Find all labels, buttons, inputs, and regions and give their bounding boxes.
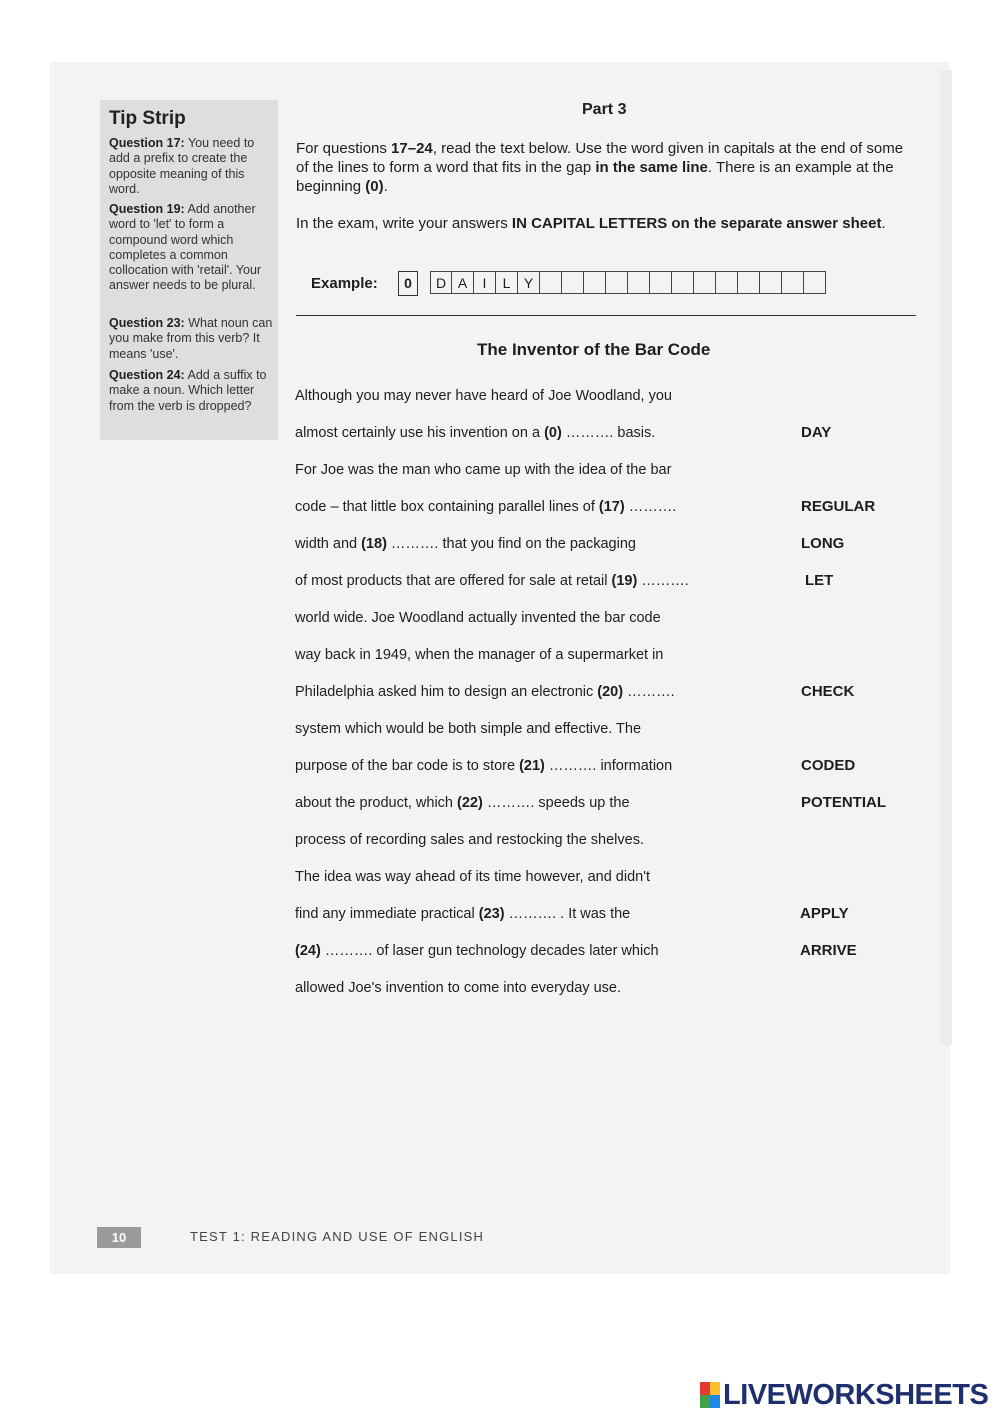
text-line: purpose of the bar code is to store (21) ………. information: [295, 758, 673, 774]
text-line: width and (18) ………. that you find on the packaging: [295, 536, 636, 552]
text-title: The Inventor of the Bar Code: [477, 340, 711, 359]
example-letter-box: [628, 271, 650, 294]
text-line: almost certainly use his invention on a (0) ………. basis.: [295, 425, 656, 441]
keyword-long: LONG: [801, 535, 845, 552]
text-line: code – that little box containing parallel lines of (17) ……….: [295, 499, 677, 515]
logo-square: [700, 1395, 710, 1408]
keyword-apply: APPLY: [800, 905, 849, 922]
tip-item-q23: Question 23: What noun can you make from this verb? It means 'use'.: [109, 316, 273, 361]
gap-number: (19): [611, 573, 638, 589]
tip-item-q19: Question 19: Add another word to 'let' to form a compound word which completes a common collocation with 'retail'. Your answer needs to be plural.: [109, 202, 262, 293]
gap-number: (17): [598, 499, 625, 515]
gap-number: (18): [361, 536, 387, 552]
text-line: Although you may never have heard of Joe Woodland, you: [295, 388, 672, 404]
tip-item-q17: Question 17: You need to add a prefix to create the opposite meaning of this word.: [109, 136, 255, 196]
example-letter-box: [606, 271, 628, 294]
example-row: [296, 267, 878, 301]
example-letter-box: [694, 271, 716, 294]
example-letter-box: [562, 271, 584, 294]
gap-number: (0): [544, 425, 562, 441]
example-letter-box: [716, 271, 738, 294]
text-line: of most products that are offered for sale at retail (19) ……….: [295, 573, 689, 589]
keyword-let: LET: [805, 572, 834, 589]
gap-number: (22): [457, 795, 483, 811]
text-line: allowed Joe's invention to come into everyday use.: [295, 980, 621, 996]
text-line: The idea was way ahead of its time however, and didn't: [295, 869, 651, 885]
example-letter-boxes: [430, 271, 826, 294]
logo-text: LIVEWORKSHEETS: [723, 1378, 989, 1411]
text-line: way back in 1949, when the manager of a supermarket in: [295, 647, 664, 663]
logo-square: [710, 1382, 720, 1395]
example-letter-box: [540, 271, 562, 294]
example-letter-box: L: [496, 271, 518, 294]
example-number-box: 0: [398, 271, 418, 296]
example-letter-box: I: [474, 271, 496, 294]
page-number: 10: [97, 1227, 141, 1248]
example-letter-box: A: [452, 271, 474, 294]
text-line: world wide. Joe Woodland actually invented the bar code: [295, 610, 661, 626]
logo-square: [700, 1382, 710, 1395]
example-letter-box: D: [430, 271, 452, 294]
scan-edge: [940, 70, 952, 1045]
text-line: process of recording sales and restocking the shelves.: [295, 832, 644, 848]
example-letter-box: [584, 271, 606, 294]
instructions-paragraph-1: For questions 17–24, read the text below. Use the word given in capitals at the end of some of the lines to form a word that fits in the gap in the same line. There is an example at the beginning (0).: [296, 140, 904, 195]
liveworksheets-logo: [700, 1378, 988, 1412]
text-line: (24) ………. of laser gun technology decades later which: [295, 943, 659, 959]
keyword-check: CHECK: [801, 683, 855, 700]
example-letter-box: [672, 271, 694, 294]
example-label: Example:: [311, 275, 378, 292]
tip-strip-title: Tip Strip: [109, 108, 186, 129]
text-line: Philadelphia asked him to design an electronic (20) ……….: [295, 684, 675, 700]
keyword-regular: REGULAR: [801, 498, 876, 515]
logo-icon: [700, 1382, 720, 1408]
keyword-coded: CODED: [801, 757, 856, 774]
example-letter-box: [738, 271, 760, 294]
text-line: For Joe was the man who came up with the idea of the bar: [295, 462, 672, 478]
divider-line: [296, 315, 916, 316]
text-line: about the product, which (22) ………. speeds up the: [295, 795, 630, 811]
text-line: system which would be both simple and effective. The: [295, 721, 642, 737]
footer-text: TEST 1: READING AND USE OF ENGLISH: [190, 1229, 485, 1244]
gap-number: (21): [519, 758, 545, 774]
example-letter-box: [760, 271, 782, 294]
tip-item-q24: Question 24: Add a suffix to make a noun. Which letter from the verb is dropped?: [109, 368, 267, 413]
keyword-arrive: ARRIVE: [800, 942, 857, 959]
example-letter-box: Y: [518, 271, 540, 294]
example-letter-box: [782, 271, 804, 294]
example-letter-box: [804, 271, 826, 294]
logo-square: [710, 1395, 720, 1408]
keyword-day: DAY: [801, 424, 832, 441]
instructions-paragraph-2: In the exam, write your answers IN CAPITAL LETTERS on the separate answer sheet.: [296, 215, 886, 232]
gap-number: (20): [597, 684, 624, 700]
text-line: find any immediate practical (23) ………. . It was the: [295, 906, 631, 922]
gap-number: (23): [478, 906, 505, 922]
gap-number: (24): [295, 943, 321, 959]
part-title: Part 3: [582, 101, 627, 118]
example-letter-box: [650, 271, 672, 294]
keyword-potential: POTENTIAL: [801, 794, 886, 811]
